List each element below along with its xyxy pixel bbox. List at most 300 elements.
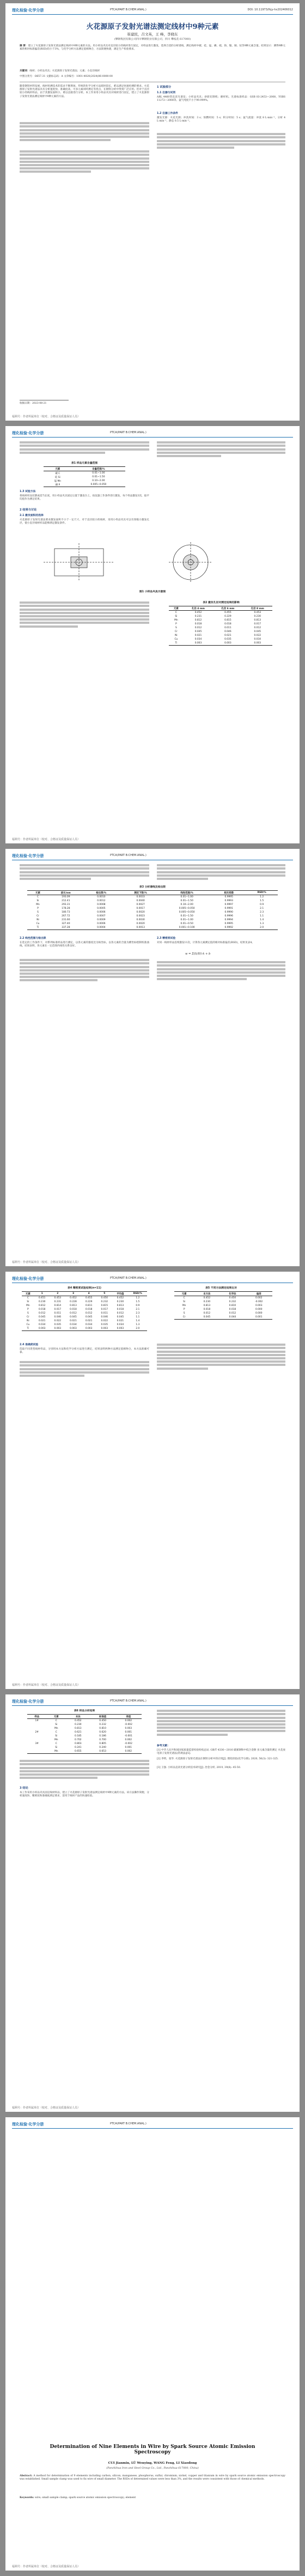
cell: 0.0007 xyxy=(97,915,106,918)
cell: 0.011 xyxy=(224,627,231,629)
cell: C xyxy=(55,1720,57,1722)
table-header: 波长/nm xyxy=(48,891,83,895)
cell xyxy=(27,1723,47,1727)
table-row xyxy=(27,1734,142,1738)
cell: 0.012 xyxy=(203,1312,211,1315)
cell: 0.229 xyxy=(85,1301,93,1303)
cell: 0.002 xyxy=(125,1720,132,1722)
table-header: 本法 xyxy=(66,1715,90,1719)
table-header: 元素 xyxy=(174,1292,194,1296)
cell: 0.451 xyxy=(38,1297,46,1299)
cell: 0.003 xyxy=(112,1327,129,1331)
cell: 1.5 xyxy=(260,900,264,902)
cell: 0.452 xyxy=(75,1720,82,1722)
cell: 1.1 xyxy=(136,1316,140,1319)
formula: w = Σ(Ii/I0)·k + b xyxy=(185,952,211,956)
reference-item: [3] 王强. 小样品直读光谱分析技术研究[J]. 冶金分析, 2019, 39(8): 45-50. xyxy=(157,1766,241,1769)
cell: 0.0030 xyxy=(136,919,145,921)
cell: 0.045 xyxy=(194,630,202,633)
cell: P xyxy=(183,1308,185,1311)
abstract-text: 建立了火花源原子发射光谱法测定线材中9种元素的方法。用小样品夹具对直径较小的线材进行固定，对样品进行激发，选择合适的分析谱线，测定线材中碳、硅、锰、磷、硫、铬、镍、铜、钛等9种元素含量。结果显示：测得9种元素的相对标准偏差(RSD)均小于3%，与化学分析方法测定值相吻合，方法简便快捷，满足生产检验要求。 xyxy=(20,45,285,51)
page-header xyxy=(12,2121,293,2129)
conclusion-text: 本工作采用小样品夹具固定线材样品，建立了火花源原子发射光谱法测定线材中9种元素的方法。该方法操作简便、分析速度快、精密度和准确度满足要求，适用于线材产品的快速检验。 xyxy=(20,1791,149,1798)
cell: 3# xyxy=(35,1742,39,1745)
cell: Ti xyxy=(169,641,184,646)
table-row xyxy=(22,1319,147,1323)
table-header: 孔径 8 mm xyxy=(243,606,272,611)
cell: 0.012 xyxy=(229,1312,236,1315)
cell: 锰 Mn xyxy=(54,479,62,483)
cell: Si xyxy=(27,1301,29,1303)
cell: 0.240 xyxy=(99,1746,106,1749)
english-authors: CUI Jianmin, LÜ Wenying, WANG Feng, LI Xiaodong xyxy=(108,2462,197,2465)
cell: 0.812 xyxy=(194,619,202,622)
section-2-4-heading: 2.4 准确度试验 xyxy=(20,1344,39,1346)
table-header: 本方法 xyxy=(194,1292,219,1296)
cell: 0.0017 xyxy=(136,907,145,910)
cell: 1.2 xyxy=(260,896,264,898)
cell: Cu xyxy=(36,922,40,925)
table-row xyxy=(169,622,272,626)
cell: 0.046 xyxy=(54,1316,62,1319)
page-footer: 福利号：作者所属单位（校对、合格证及质量保证人员） xyxy=(12,415,81,418)
cell: 0.452 xyxy=(117,1297,124,1299)
reference-item: [2] 李明，张华. 火花源原子发射光谱法在钢铁分析中的应用[J]. 理化检验(化学分册), 2020, 56(3): 321-325. xyxy=(157,1758,279,1760)
cell: 磷 P xyxy=(44,483,72,487)
figure-1 xyxy=(38,538,267,587)
english-abstract-text: A method for determination of 9 elements including carbon, silicon, manganese, phosphorus, sulfur, chromium, nickel, copper and titanium in wire by spark source atomic emission spectroscopy was established. Small sample clamp was used to fix wire of small diameter. The RSDs of determined values were less than 3%, and the results were consistent with those of chemical methods. xyxy=(20,2475,285,2481)
cell: 0.653 xyxy=(90,1749,115,1754)
cell: Si xyxy=(36,900,39,902)
accuracy-text: 选取不同类型线材样品，分别用本方法和化学分析方法进行测定，结果表明两种方法测定值相吻合，本方法准确可靠。 xyxy=(20,1348,149,1354)
cell: 0.045 xyxy=(70,1316,77,1319)
table-row xyxy=(169,641,272,646)
cell xyxy=(27,1734,47,1738)
cell: 2.0 xyxy=(246,926,278,930)
cell: 0.035 xyxy=(224,638,231,641)
cell xyxy=(27,1738,47,1742)
cell: 0.813 xyxy=(254,619,261,622)
cell: 293.31 xyxy=(62,903,70,906)
section-1-3-heading: 1.3 试验方法 xyxy=(20,490,36,493)
journal-issue: PTCA(PART B:CHEM.ANAL.) xyxy=(110,8,147,11)
cell: 0.034 xyxy=(117,1323,124,1326)
cell: 180.73 xyxy=(62,911,70,914)
journal-logo: 理化检验·化学分册 xyxy=(12,1276,44,1281)
table-header: 测定下限/% xyxy=(119,891,162,895)
cell: C xyxy=(55,1742,57,1745)
table-row xyxy=(169,615,272,618)
section-2-1-heading: 2.1 激发面积的选择 xyxy=(20,514,44,517)
cell: 0.0009 xyxy=(97,919,106,921)
keywords: 关键词：线材；小样品夹具；火花源原子发射光谱法；元素；小直径线材 xyxy=(20,70,100,72)
cell: 2.3 xyxy=(260,911,264,914)
page-3 xyxy=(5,849,300,1266)
cell xyxy=(27,1727,47,1730)
cell: 0.046 xyxy=(101,1316,108,1319)
cell: 0.230 xyxy=(117,1301,124,1303)
cell: 0.0020 xyxy=(136,911,145,914)
cell: 0.01~1.00 xyxy=(180,919,193,921)
cell: 1.3 xyxy=(260,922,264,925)
table-row xyxy=(22,1304,147,1308)
cell: 0.045 xyxy=(117,1316,124,1319)
cell: 0.021 xyxy=(70,1320,77,1322)
cell: 0.01~1.00 xyxy=(180,896,193,898)
table-row xyxy=(169,611,272,615)
table-row xyxy=(22,1323,147,1327)
cell: 碳 C xyxy=(55,472,60,475)
table-header: 标准值 xyxy=(90,1715,115,1719)
cell: 0.017 xyxy=(254,623,261,625)
cell: Mn xyxy=(174,619,178,622)
cell: 0.034 xyxy=(70,1323,77,1326)
cell: 0.813 xyxy=(203,1304,211,1307)
cell: S xyxy=(27,1312,29,1315)
abstract-label: 摘 要 xyxy=(20,45,26,47)
cell: 0.0020 xyxy=(136,922,145,925)
cell: 0.803 xyxy=(75,1742,82,1745)
table-header: 孔径 4 mm xyxy=(184,606,213,611)
cell: 0.185 xyxy=(75,1735,82,1737)
table-header: 元素 xyxy=(44,467,72,471)
text-block xyxy=(157,1709,285,1737)
cell: C xyxy=(36,896,39,898)
cell: P xyxy=(175,623,177,625)
cell: 0.0040 xyxy=(136,900,145,902)
article-affiliation: (攀钢集团有限公司四川攀钢钒业有限公司，四川 攀枝花 617000) xyxy=(114,38,191,41)
cell: 0.621 xyxy=(75,1731,82,1734)
linear-text: 在选定的工作条件下，对系列标准样品进行测定，以各元素的强度比为纵坐标，以各元素的含量为横坐标绘制校准曲线。结果表明，各元素在一定范围内线性关系良好。 xyxy=(20,941,149,948)
page-header xyxy=(12,429,293,438)
cell: 0.003 xyxy=(65,1327,81,1331)
cell: 0.034 xyxy=(254,638,261,641)
cell: 0.0027 xyxy=(136,903,145,906)
table-row xyxy=(169,630,272,634)
cell: 0.452 xyxy=(70,1297,77,1299)
table-row xyxy=(174,1315,272,1320)
cell: 0.012 xyxy=(85,1312,93,1315)
table-header: 平均值 xyxy=(112,1292,129,1296)
clamp-diagram-a xyxy=(44,543,114,581)
cell: Cr xyxy=(174,630,178,633)
cell: 0.018 xyxy=(194,623,202,625)
english-keywords-label: Keywords: xyxy=(20,2496,34,2499)
table-row xyxy=(174,1296,272,1301)
cell: 0.230 xyxy=(203,1301,211,1303)
cell: 0.9996 xyxy=(224,915,233,918)
cell: 212.41 xyxy=(62,900,70,902)
cell: 0.700 xyxy=(99,1739,106,1741)
keywords-label: 关键词 xyxy=(20,70,27,72)
cell: 0.005~0.050 xyxy=(179,911,195,914)
intro-cont xyxy=(20,149,149,174)
text-block xyxy=(157,960,285,981)
cell: 0.022 xyxy=(54,1320,62,1322)
table-row xyxy=(169,634,272,637)
table-row xyxy=(169,626,272,630)
table-6-caption: 表6 样品分析结果 xyxy=(74,1710,95,1712)
cell: 0.450 xyxy=(99,1720,106,1722)
cell: 0.01~1.50 xyxy=(180,900,193,902)
table-header: 化学法 xyxy=(219,1292,245,1296)
cell: 0.001 xyxy=(246,1315,273,1320)
table-row xyxy=(27,922,278,926)
page-4 xyxy=(5,1272,300,1689)
cell: Cr xyxy=(26,1316,29,1319)
cell: 0.022 xyxy=(254,634,261,637)
table-row xyxy=(169,637,272,641)
table-header: 元素 xyxy=(169,606,184,611)
cell: 0.045 xyxy=(38,1316,46,1319)
cell: 0.005~0.050 xyxy=(72,483,125,487)
page-1 xyxy=(5,3,300,421)
cell: 0.655 xyxy=(66,1749,90,1754)
journal-logo: 理化检验·化学分册 xyxy=(12,853,44,858)
cell: 0.018 xyxy=(224,623,231,625)
cell: 0.452 xyxy=(194,611,202,614)
table-header: 1 xyxy=(34,1292,50,1296)
cell: 0.450 xyxy=(229,1297,236,1299)
table-header: 线性范围/% xyxy=(162,891,212,895)
cell: P xyxy=(27,1308,29,1311)
cell: 0.018 xyxy=(229,1308,236,1311)
cell: 193.09 xyxy=(62,896,70,898)
cell: 0.10~2.00 xyxy=(180,903,193,906)
cell: S xyxy=(37,911,39,914)
cell: 0.0023 xyxy=(136,915,145,918)
cell: 0.9 xyxy=(136,1304,140,1307)
english-title: Determination of Nine Elements in Wire by Spark Source Atomic Emission Spectroscopy xyxy=(50,2444,255,2455)
cell: 0.021 xyxy=(85,1320,93,1322)
journal-issue: PTCA(PART B:CHEM.ANAL.) xyxy=(110,854,147,857)
cell: 0.046 xyxy=(224,630,231,633)
cell: 0.229 xyxy=(224,615,231,618)
cell: 0.01~0.50 xyxy=(180,922,193,925)
cell: 0.813 xyxy=(117,1304,124,1307)
cell: 0.003 xyxy=(255,1304,263,1307)
cell: 0.0004 xyxy=(83,926,119,930)
page-header xyxy=(12,7,293,15)
table-header: RSD/% xyxy=(246,891,278,895)
journal-logo: 理化检验·化学分册 xyxy=(12,430,44,435)
cell: 0.002 xyxy=(125,1739,132,1741)
table-row xyxy=(22,1327,147,1331)
table-row xyxy=(27,914,278,918)
table-row xyxy=(27,918,278,922)
cell: 1.4 xyxy=(260,919,264,921)
table-5 xyxy=(174,1291,272,1320)
table-header: 检出限/% xyxy=(83,891,119,895)
table-row xyxy=(27,1723,142,1727)
cell: Si xyxy=(183,1301,186,1303)
cell: C xyxy=(55,1731,57,1734)
section-2-2-heading: 2.2 线性范围与检出限 xyxy=(20,937,46,940)
cell: 0.455 xyxy=(224,611,231,614)
table-row xyxy=(27,926,278,930)
table-4 xyxy=(22,1291,147,1331)
cell: 0.455 xyxy=(85,1297,93,1299)
table-header: 2 xyxy=(50,1292,65,1296)
table-1-caption: 表1 样品元素含量范围 xyxy=(71,462,98,465)
cell: 0.003 xyxy=(213,641,242,646)
table-header: RSD/% xyxy=(129,1292,147,1296)
cell: 0.021 xyxy=(194,634,202,637)
cell: 硅 Si xyxy=(54,476,60,479)
cell: C xyxy=(27,1297,29,1299)
cell: 0.012 xyxy=(38,1312,46,1315)
cell: 178.28 xyxy=(62,907,70,910)
cell: 0.0006 xyxy=(97,922,106,925)
cell: 0.012 xyxy=(254,627,261,629)
table-header: 3 xyxy=(65,1292,81,1296)
cell: 0.0006 xyxy=(97,911,106,914)
table-row xyxy=(27,903,278,907)
cell: 0.000 xyxy=(255,1312,263,1315)
page-footer: 福利号：作者所属单位（校对、合格证及质量保证人员） xyxy=(12,838,81,841)
english-affiliation: (Panzhihua Iron and Steel Group Co., Ltd., Panzhihua 617000, China) xyxy=(106,2467,199,2470)
instrument-text: ARL 4460型直读光谱仪；小样品夹具；砂轮切割机；磨样机。光谱标准样品：GSB 03-2453—2008，YSBS 11272—2008等。氩气纯度不小于99.999%。 xyxy=(157,96,285,102)
cell: 0.9995 xyxy=(224,896,233,898)
table-3-caption: 表3 分析谱线及检出限 xyxy=(139,886,166,889)
keywords-text: 线材；小样品夹具；火花源原子发射光谱法；元素；小直径线材 xyxy=(29,70,100,72)
discussion-text: 火花源原子发射光谱法要求激发面积不小于一定尺寸。对于直径较小的线材，采用小样品夹具可以有效缩小激发孔径，使小直径线材样品能够满足激发条件。 xyxy=(20,519,149,525)
cell: P xyxy=(37,907,39,910)
cell: 0.241 xyxy=(75,1746,82,1749)
cell: 327.40 xyxy=(62,922,70,925)
cell: 0.001 xyxy=(125,1731,132,1734)
journal-issue: PTCA(PART B:CHEM.ANAL.) xyxy=(110,1277,147,1280)
cell: S xyxy=(175,627,177,629)
cell: 0.021 xyxy=(117,1320,124,1322)
journal-issue: PTCA(PART B:CHEM.ANAL.) xyxy=(110,2122,147,2125)
cell: 0.018 xyxy=(70,1308,77,1311)
cell: 2.1 xyxy=(260,907,264,910)
cell: 0.01~1.00 xyxy=(92,472,105,475)
cell: 0.003 xyxy=(34,1327,50,1331)
cell: 0.021 xyxy=(38,1320,46,1322)
cell: 0.620 xyxy=(99,1731,106,1734)
cell: Mn xyxy=(54,1727,58,1730)
footnote: 收稿日期：2023-08-21 xyxy=(20,402,47,405)
cell: 0.003 xyxy=(125,1727,132,1730)
cell: 0.003 xyxy=(184,641,213,646)
cell: S xyxy=(183,1312,185,1315)
cell: 0.805 xyxy=(99,1742,106,1745)
table-6 xyxy=(27,1714,142,1754)
cell: 0.9991 xyxy=(224,907,233,910)
table-row xyxy=(27,1730,142,1734)
table-row xyxy=(22,1300,147,1304)
cell: Si xyxy=(55,1735,58,1737)
cell: 0.01~1.50 xyxy=(180,915,193,918)
cell: 0.018 xyxy=(38,1308,46,1311)
cell: 0.003 xyxy=(50,1327,65,1331)
journal-logo: 理化检验·化学分册 xyxy=(12,1699,44,1704)
cell: 0.022 xyxy=(101,1320,108,1322)
cell: 0.045 xyxy=(194,1315,219,1320)
cell: 231.60 xyxy=(62,919,70,921)
table-row xyxy=(27,1727,142,1730)
cell: Ti xyxy=(22,1327,34,1331)
cell: 1# xyxy=(35,1720,39,1722)
cell: 1.3 xyxy=(136,1323,140,1326)
text-block xyxy=(157,863,285,881)
page-header xyxy=(12,1275,293,1283)
table-row xyxy=(174,1308,272,1311)
cell: 0.034 xyxy=(38,1323,46,1326)
table-header: 元素 xyxy=(47,1715,66,1719)
page-header xyxy=(12,852,293,860)
references-heading: 参考文献： xyxy=(157,1745,170,1747)
cell: Si xyxy=(175,615,178,618)
cell: Ti xyxy=(27,926,48,930)
table-row xyxy=(174,1311,272,1315)
page-header xyxy=(12,1698,293,1706)
cell: 0.10~2.00 xyxy=(92,479,105,482)
journal-logo: 理化检验·化学分册 xyxy=(12,2122,44,2127)
cell: 0.001 xyxy=(125,1746,132,1749)
cell: 0.034 xyxy=(85,1323,93,1326)
text-block xyxy=(20,863,149,881)
table-header: 孔径 6 mm xyxy=(213,606,242,611)
english-abstract xyxy=(20,2475,285,2481)
cell: 2# xyxy=(35,1731,39,1734)
cell: Cr xyxy=(174,1315,194,1320)
reference-item: [1] 中华人民共和国国家质量监督检验检疫总局. GB/T 4336—2016 碳素钢和中低合金钢 多元素含量的测定 火花放电原子发射光谱法(常规法)[S]. xyxy=(157,1749,285,1755)
cell: -0.002 xyxy=(124,1742,132,1745)
cell: 0.0013 xyxy=(119,926,162,930)
cell: Mn xyxy=(47,1749,66,1754)
journal-logo: 理化检验·化学分册 xyxy=(12,8,44,13)
cell: 0.021 xyxy=(224,634,231,637)
cell: 0.0033 xyxy=(136,896,145,898)
table-row xyxy=(44,475,125,479)
cell: 2.3 xyxy=(136,1312,140,1315)
english-keywords-text: wire; small sample clamp; spark source atomic emission spectroscopy; element xyxy=(34,2496,136,2499)
cell: 0.815 xyxy=(224,619,231,622)
cell: 0.810 xyxy=(229,1304,236,1307)
abstract: 摘 要：建立了火花源原子发射光谱法测定线材中9种元素的方法。用小样品夹具对直径较小的线材进行固定，对样品进行激发，选择合适的分析谱线，测定线材中碳、硅、锰、磷、硫、铬、镍、铜、钛等9种元素含量。结果显示：测得9种元素的相对标准偏差(RSD)均小于3%，与化学分析方法测定值相吻合，方法简便快捷，满足生产检验要求。 xyxy=(20,45,285,51)
table-4-caption: 表4 精密度试验结果(n=11) xyxy=(68,1287,101,1290)
conditions-text: 激发光源：火花光源；冲洗时间：3 s；预燃时间：5 s；积分时间：5 s；氩气流量：冲洗 8 L·min⁻¹，分析 4 L·min⁻¹，静态 0.5 L·min⁻¹。 xyxy=(157,117,285,123)
cell: 0.035 xyxy=(54,1323,62,1326)
cell: 0.018 xyxy=(117,1308,124,1311)
cell: -0.002 xyxy=(255,1301,263,1303)
cell: 0.810 xyxy=(99,1727,106,1730)
table-row xyxy=(44,479,125,483)
cell: 0.045 xyxy=(85,1316,93,1319)
table-2-caption: 表2 激发孔径对测定结果的影响 xyxy=(203,602,240,604)
cell: 0.003 xyxy=(243,641,272,646)
precision-text: 对同一线材样品连续激发11次，计算各元素测定值的相对标准偏差(RSD)，结果见表4。 xyxy=(157,941,254,944)
text-block xyxy=(157,440,285,458)
cell: 0.017 xyxy=(54,1308,62,1311)
cell: 1.2 xyxy=(136,1297,140,1299)
cell: 2.1 xyxy=(136,1308,140,1311)
cell: 0.012 xyxy=(117,1312,124,1315)
table-row xyxy=(44,483,125,487)
cell: 0.452 xyxy=(203,1297,211,1299)
conclusion-heading: 3 结论 xyxy=(20,1787,28,1790)
table-3 xyxy=(27,890,278,930)
cell: Mn xyxy=(36,903,40,906)
table-row xyxy=(44,471,125,476)
table-header: 5 xyxy=(96,1292,112,1296)
cell: 0.232 xyxy=(99,1723,106,1726)
cell: 0.018 xyxy=(85,1308,93,1311)
cell: 0.0012 xyxy=(97,900,106,902)
